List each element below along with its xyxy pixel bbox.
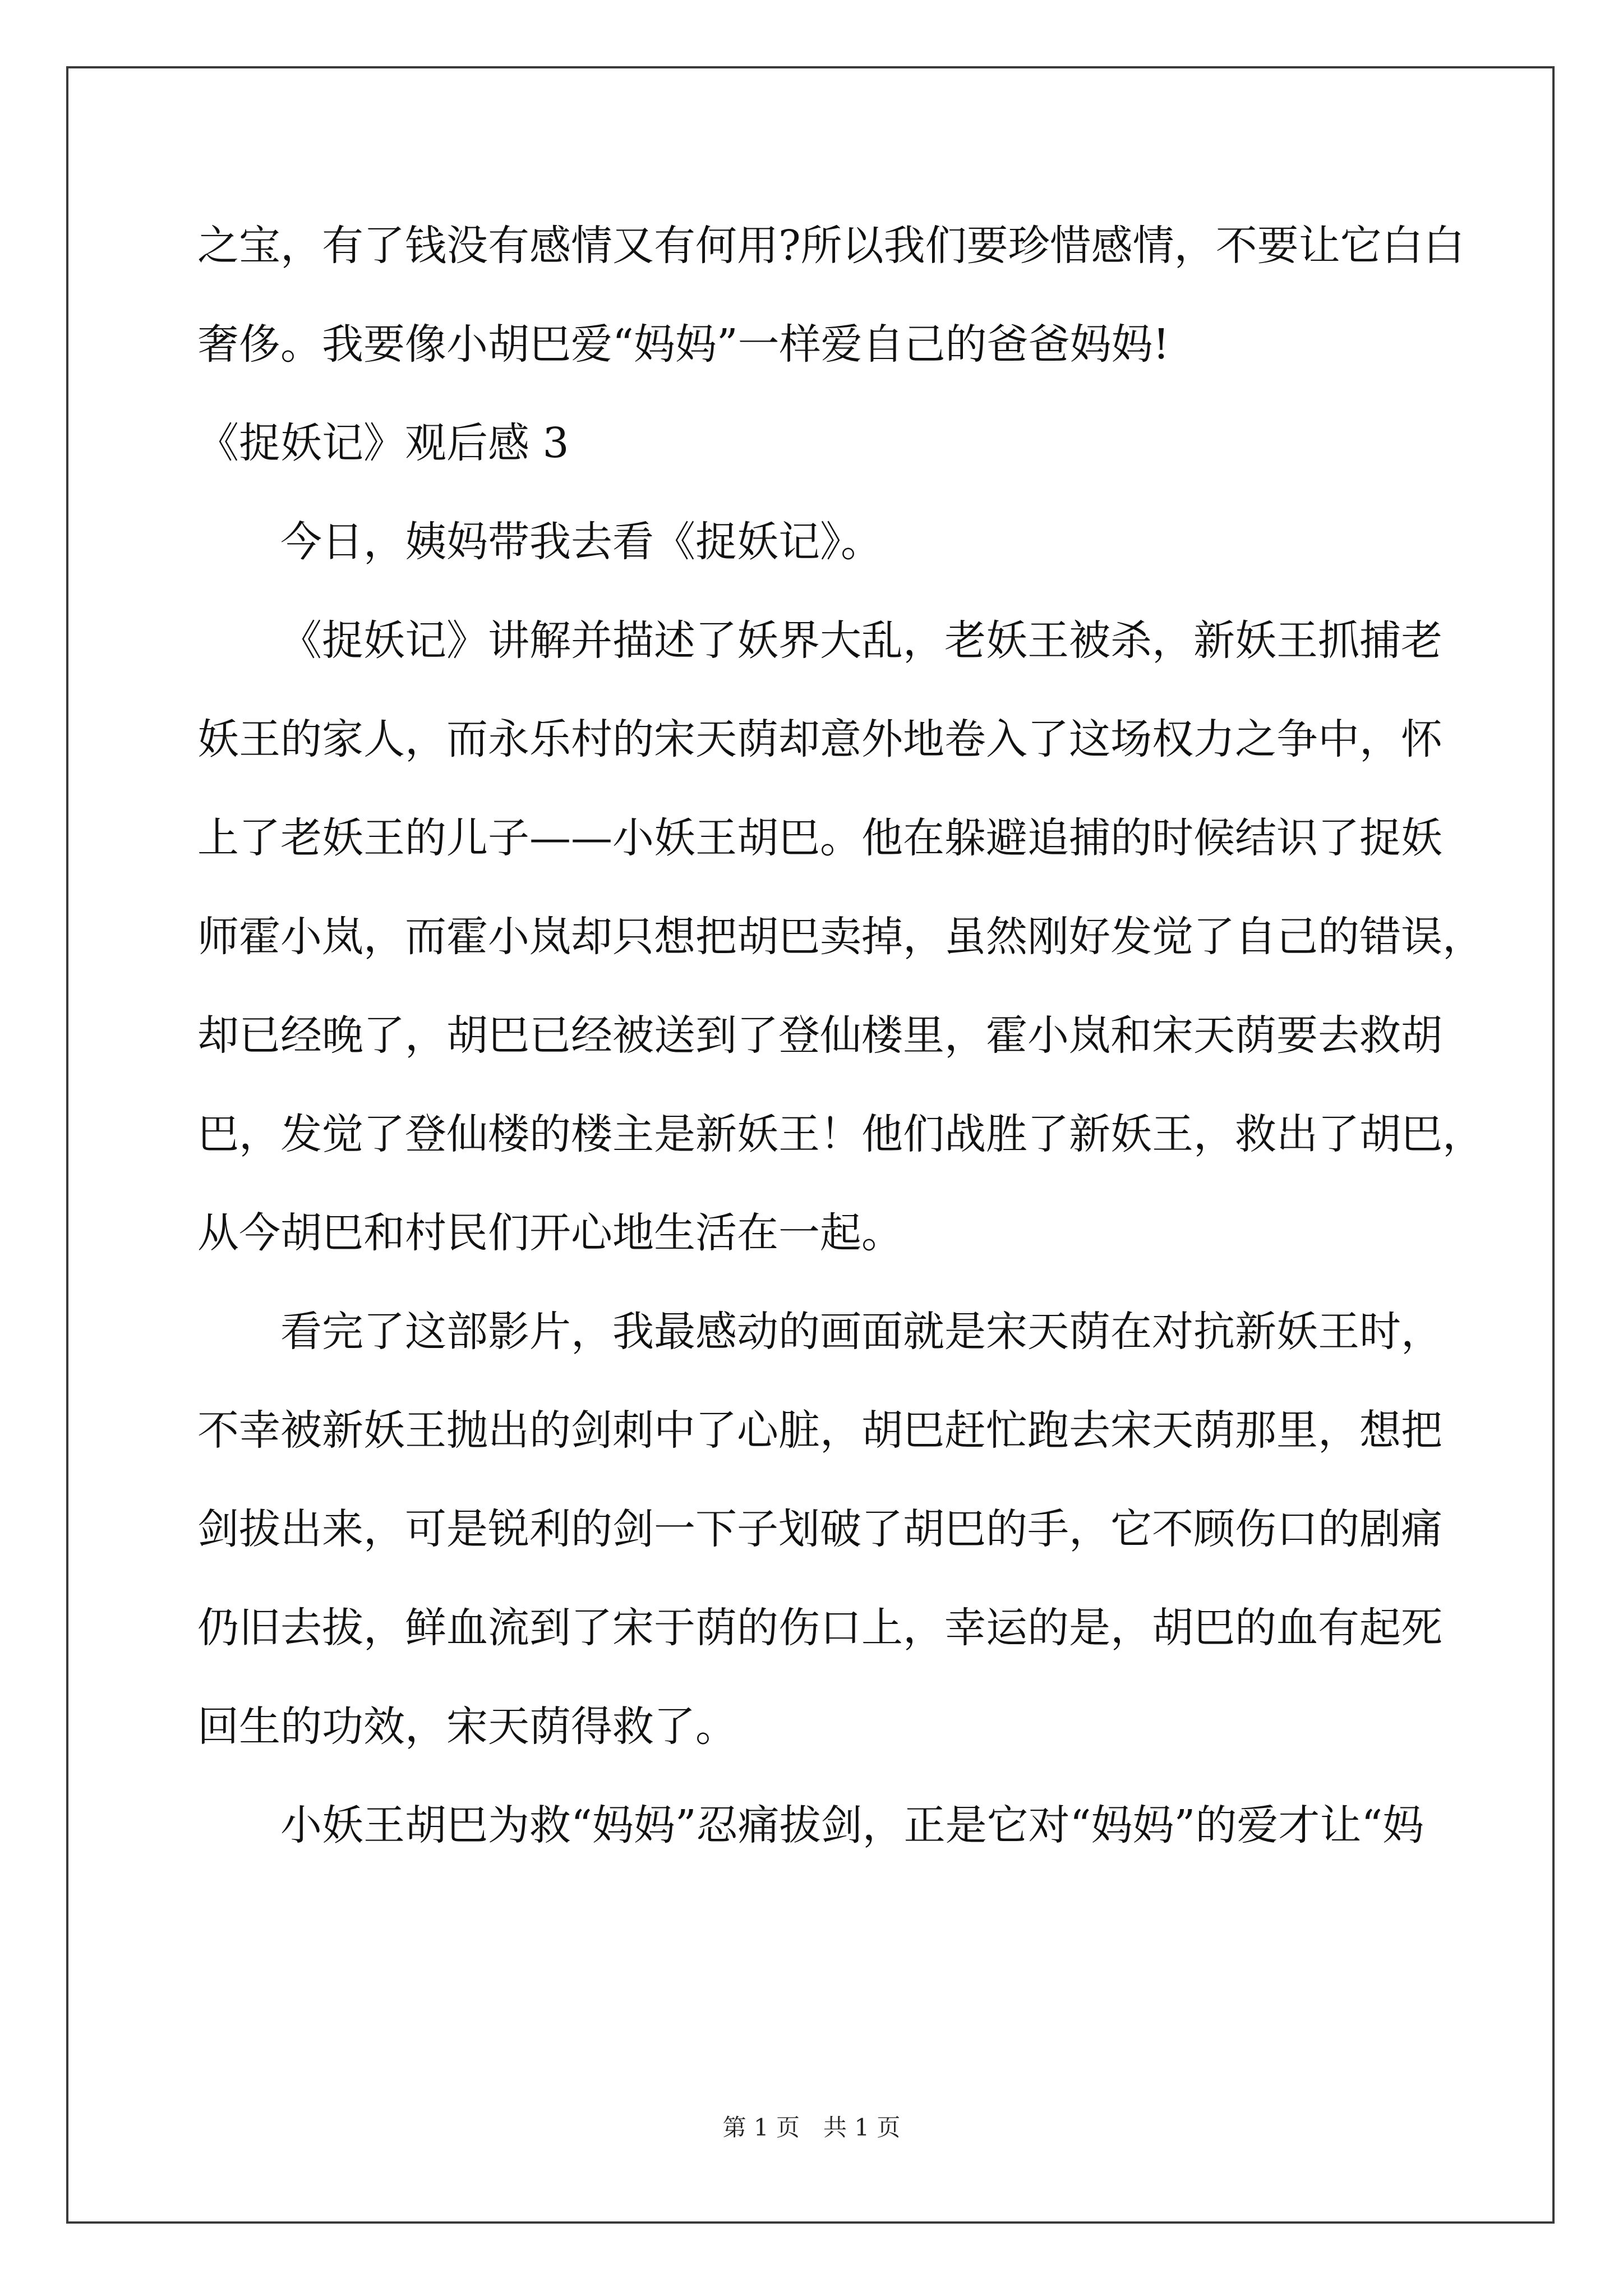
text-line: 看完了这部影片，我最感动的画面就是宋天荫在对抗新妖王时， bbox=[280, 1308, 1442, 1356]
text-line: 今日，姨妈带我去看《捉妖记》。 bbox=[280, 518, 882, 566]
section-heading: 《捉妖记》观后感 3 bbox=[197, 419, 569, 467]
text-line: 之宝，有了钱没有感情又有何用?所以我们要珍惜感情，不要让它白白 bbox=[197, 222, 1465, 270]
text-line: 剑拔出来，可是锐利的剑一下子划破了胡巴的手，它不顾伤口的剧痛 bbox=[197, 1505, 1442, 1553]
text-line: 小妖王胡巴为救“妈妈”忍痛拔剑，正是它对“妈妈”的爱才让“妈 bbox=[280, 1801, 1424, 1849]
text-line: 巴，发觉了登仙楼的楼主是新妖王！他们战胜了新妖王，救出了胡巴， bbox=[197, 1110, 1484, 1158]
document-body bbox=[197, 196, 1484, 1875]
text-line: 从今胡巴和村民们开心地生活在一起。 bbox=[197, 1209, 903, 1257]
page-number-footer: 第 1 页 共 1 页 bbox=[722, 2114, 901, 2141]
text-line: 回生的功效，宋天荫得救了。 bbox=[197, 1703, 737, 1751]
text-line: 妖王的家人，而永乐村的宋天荫却意外地卷入了这场权力之争中，怀 bbox=[197, 715, 1442, 763]
text-line: 仍旧去拔，鲜血流到了宋于荫的伤口上，幸运的是，胡巴的血有起死 bbox=[197, 1604, 1442, 1652]
text-line: 却已经晚了，胡巴已经被送到了登仙楼里，霍小岚和宋天荫要去救胡 bbox=[197, 1011, 1442, 1060]
text-line: 师霍小岚，而霍小岚却只想把胡巴卖掉，虽然刚好发觉了自己的错误， bbox=[197, 913, 1484, 961]
text-line: 上了老妖王的儿子——小妖王胡巴。他在躲避追捕的时候结识了捉妖 bbox=[197, 814, 1442, 862]
text-line: 奢侈。我要像小胡巴爱“妈妈”一样爱自己的爸爸妈妈! bbox=[197, 320, 1170, 369]
text-line: 不幸被新妖王抛出的剑刺中了心脏，胡巴赶忙跑去宋天荫那里，想把 bbox=[197, 1406, 1442, 1455]
text-line: 《捉妖记》讲解并描述了妖界大乱，老妖王被杀，新妖王抓捕老 bbox=[280, 616, 1442, 665]
